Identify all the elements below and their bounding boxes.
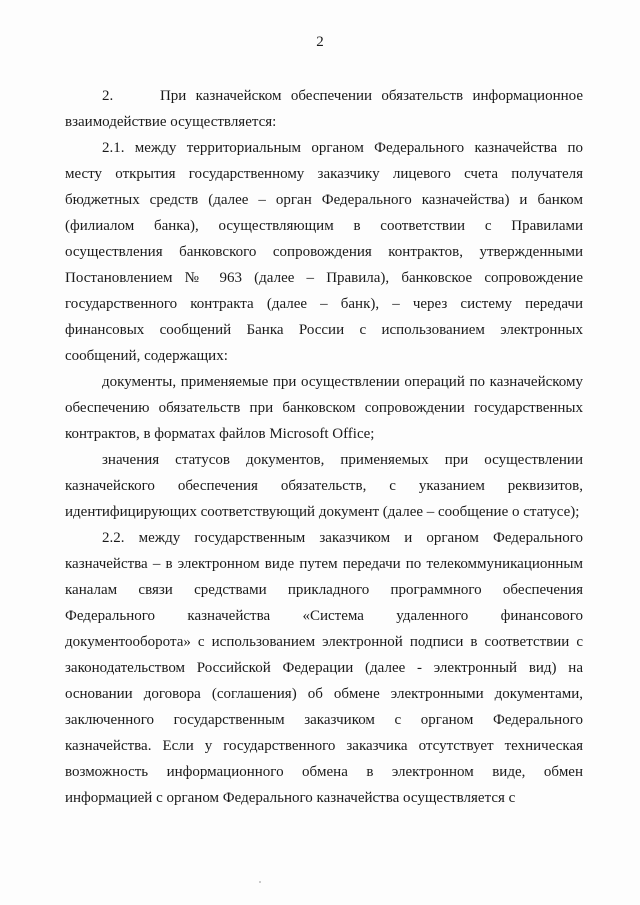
page-number: 2 [316, 34, 324, 50]
paragraph-2-2: 2.2. между государственным заказчиком и органом Федерального казначейства – в электронном виде путем передачи по телекоммуникационным каналам связи средствами прикладного программного обеспечения Федерального казначейства «Система удаленного финансового документооборота» с использованием электронной подписи в соответствии с законодательством Российской Федерации (далее - электронный вид) на основании договора (соглашения) об обмене электронными документами, заключенного государственным заказчиком с органом Федерального казначейства. Если у государственного заказчика отсутствует техническая возможность информационного обмена в электронном виде, обмен информацией с органом Федерального казначейства осуществляется с [65, 530, 583, 806]
document-body [65, 83, 583, 811]
paragraph-status-values: значения статусов документов, применяемых при осуществлении казначейского обеспечения обязательств, с указанием реквизитов, идентифицирующих соответствующий документ (далее – сообщение о статусе); [65, 452, 583, 520]
scan-speck [259, 881, 261, 883]
paragraph-documents: документы, применяемые при осуществлении операций по казначейскому обеспечению обязательств при банковском сопровождении государственных контрактов, в форматах файлов Microsoft Office; [65, 374, 583, 442]
paragraph-2: 2. При казначейском обеспечении обязательств информационное взаимодействие осуществляется: [65, 88, 583, 130]
paragraph-2-1: 2.1. между территориальным органом Федерального казначейства по месту открытия государственному заказчику лицевого счета получателя бюджетных средств (далее – орган Федерального казначейства) и банком (филиалом банка), осуществляющим в соответствии с Правилами осуществления банковского сопровождения контрактов, утвержденными Постановлением № 963 (далее – Правила), банковское сопровождение государственного контракта (далее – банк), – через систему передачи финансовых сообщений Банка России с использованием электронных сообщений, содержащих: [65, 140, 583, 364]
